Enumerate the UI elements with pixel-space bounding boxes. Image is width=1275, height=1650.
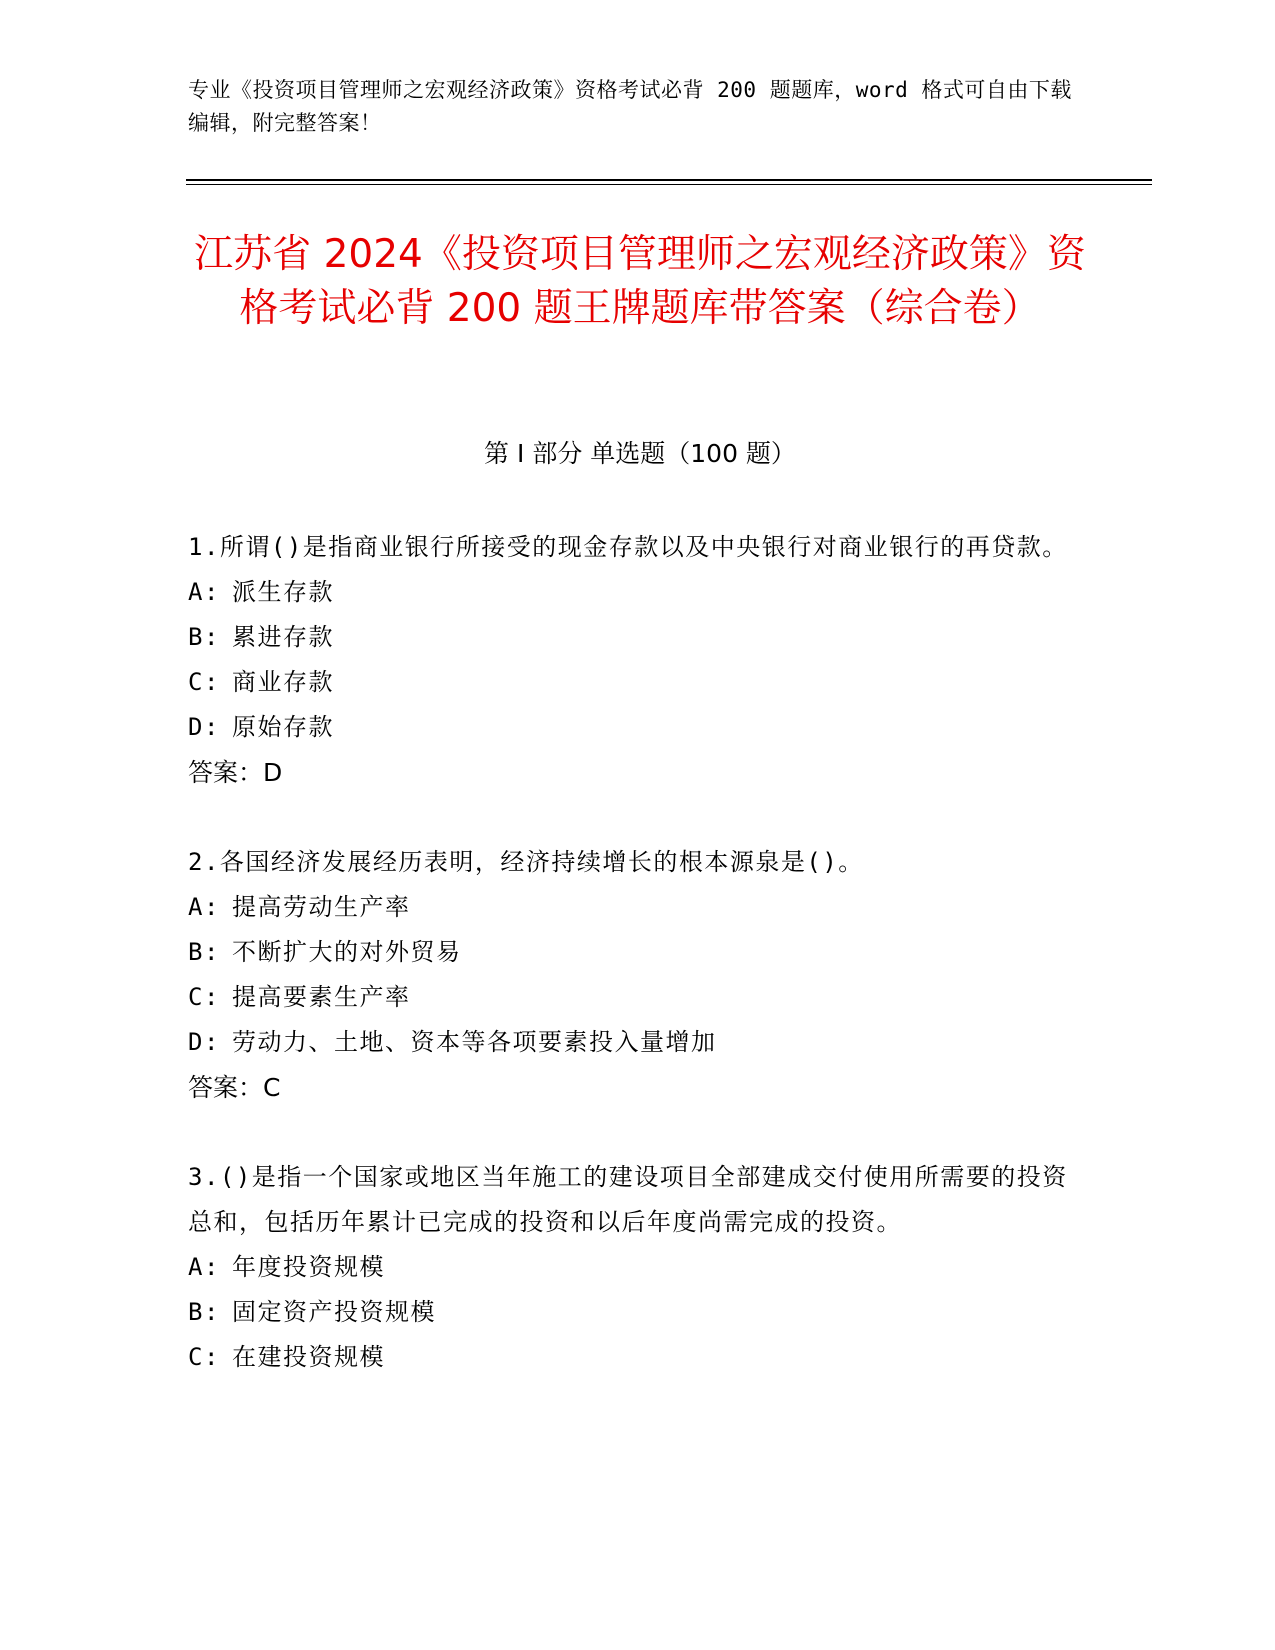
header-rule-thick xyxy=(186,179,1152,181)
option-key: B: xyxy=(188,1298,220,1326)
option-b xyxy=(188,1290,1068,1335)
option-text: 在建投资规模 xyxy=(232,1343,385,1371)
option-a xyxy=(188,885,1068,930)
option-text: 提高要素生产率 xyxy=(232,983,411,1011)
option-text: 派生存款 xyxy=(232,578,334,606)
option-c xyxy=(188,1335,1068,1380)
question-3 xyxy=(188,1155,1068,1380)
question-2 xyxy=(188,840,1068,1110)
option-key: A: xyxy=(188,893,220,921)
section-heading: 第 I 部分 单选题（100 题） xyxy=(484,439,796,468)
option-b xyxy=(188,615,1068,660)
answer-line: 答案：D xyxy=(188,758,283,787)
option-key: B: xyxy=(188,623,220,651)
document-header-note: 专业《投资项目管理师之宏观经济政策》资格考试必背 200 题题库，word 格式可自由下载编辑，附完整答案！ xyxy=(188,78,1072,135)
option-key: C: xyxy=(188,983,220,1011)
option-key: D: xyxy=(188,713,220,741)
option-key: C: xyxy=(188,1343,220,1371)
option-text: 原始存款 xyxy=(232,713,334,741)
question-stem: 3.()是指一个国家或地区当年施工的建设项目全部建成交付使用所需要的投资总和，包括历年累计已完成的投资和以后年度尚需完成的投资。 xyxy=(188,1163,1068,1236)
option-d xyxy=(188,1020,1068,1065)
option-text: 固定资产投资规模 xyxy=(232,1298,436,1326)
document-title: 江苏省 2024《投资项目管理师之宏观经济政策》资格考试必背 200 题王牌题库带答案（综合卷） xyxy=(194,232,1086,331)
question-stem: 2.各国经济发展经历表明，经济持续增长的根本源泉是()。 xyxy=(188,848,864,876)
question-stem: 1.所谓()是指商业银行所接受的现金存款以及中央银行对商业银行的再贷款。 xyxy=(188,533,1068,561)
option-text: 劳动力、土地、资本等各项要素投入量增加 xyxy=(232,1028,717,1056)
header-rule-thin xyxy=(186,184,1152,185)
option-key: B: xyxy=(188,938,220,966)
option-text: 年度投资规模 xyxy=(232,1253,385,1281)
option-a xyxy=(188,570,1068,615)
answer-line: 答案：C xyxy=(188,1073,281,1102)
option-key: C: xyxy=(188,668,220,696)
option-text: 提高劳动生产率 xyxy=(232,893,411,921)
option-d xyxy=(188,705,1068,750)
option-c xyxy=(188,975,1068,1020)
option-a xyxy=(188,1245,1068,1290)
option-text: 累进存款 xyxy=(232,623,334,651)
option-text: 商业存款 xyxy=(232,668,334,696)
option-c xyxy=(188,660,1068,705)
question-list xyxy=(188,525,1068,1380)
option-key: D: xyxy=(188,1028,220,1056)
option-b xyxy=(188,930,1068,975)
option-key: A: xyxy=(188,578,220,606)
option-key: A: xyxy=(188,1253,220,1281)
option-text: 不断扩大的对外贸易 xyxy=(232,938,462,966)
question-1 xyxy=(188,525,1068,795)
